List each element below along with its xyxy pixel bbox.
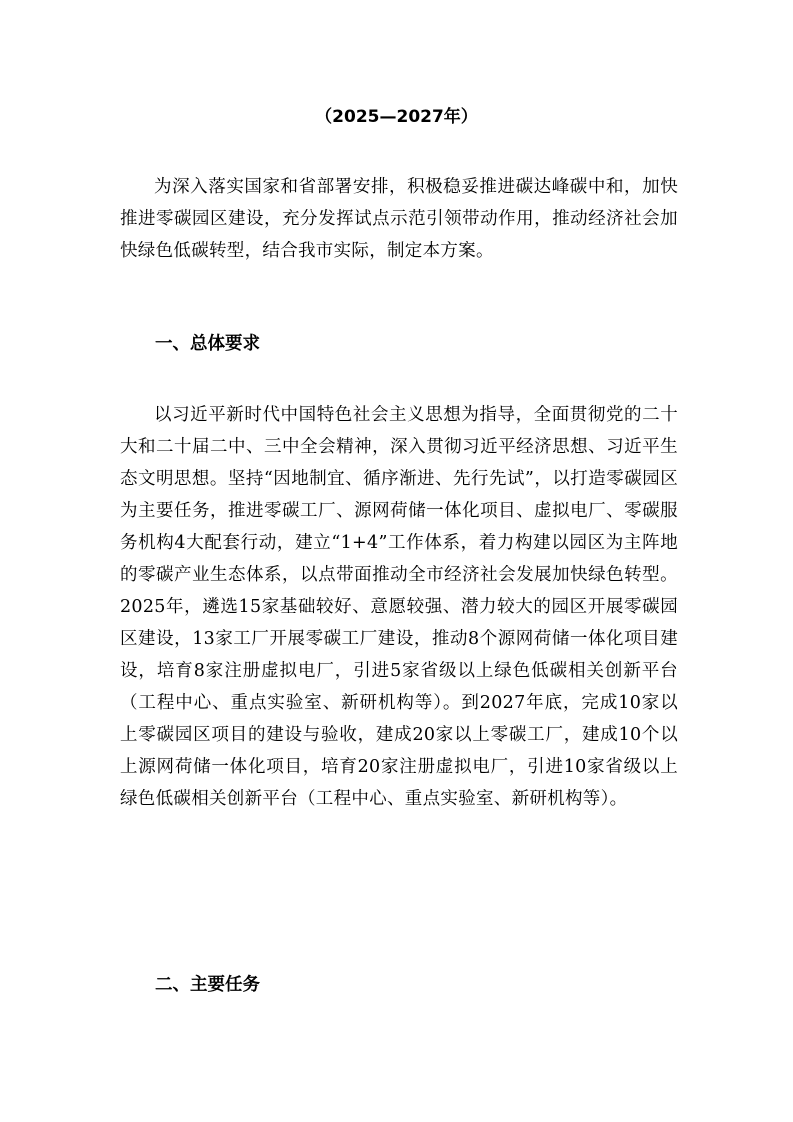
document-subtitle: （2025—2027年） <box>315 107 478 127</box>
section-heading-general-requirements: 一、总体要求 <box>155 334 260 354</box>
general-requirements-paragraph: 以习近平新时代中国特色社会主义思想为指导，全面贯彻党的二十大和二十届二中、三中全会精神，深入贯彻习近平经济思想、习近平生态文明思想。坚持“因地制宜、循序渐进、先行先试”，以打造零碳园区为主要任务，推进零碳工厂、源网荷储一体化项目、虚拟电厂、零碳服务机构4大配套行动，建立“1+4”工作体系，着力构建以园区为主阵地的零碳产业生态体系，以点带面推动全市经济社会发展加快绿色转型。2025年，遴选15家基础较好、意愿较强、潜力较大的园区开展零碳园区建设，13家工厂开展零碳工厂建设，推动8个源网荷储一体化项目建设，培育8家注册虚拟电厂，引进5家省级以上绿色低碳相关创新平台（工程中心、重点实验室、新研机构等）。到2027年底，完成10家以上零碳园区项目的建设与验收，建成20家以上零碳工厂，建成10个以上源网荷储一体化项目，培育20家注册虚拟电厂，引进10家省级以上绿色低碳相关创新平台（工程中心、重点实验室、新研机构等）。 <box>120 405 678 809</box>
section-heading-main-tasks: 二、主要任务 <box>155 975 260 995</box>
intro-paragraph: 为深入落实国家和省部署安排，积极稳妥推进碳达峰碳中和，加快推进零碳园区建设，充分发挥试点示范引领带动作用，推动经济社会加快绿色低碳转型，结合我市实际，制定本方案。 <box>120 177 678 261</box>
